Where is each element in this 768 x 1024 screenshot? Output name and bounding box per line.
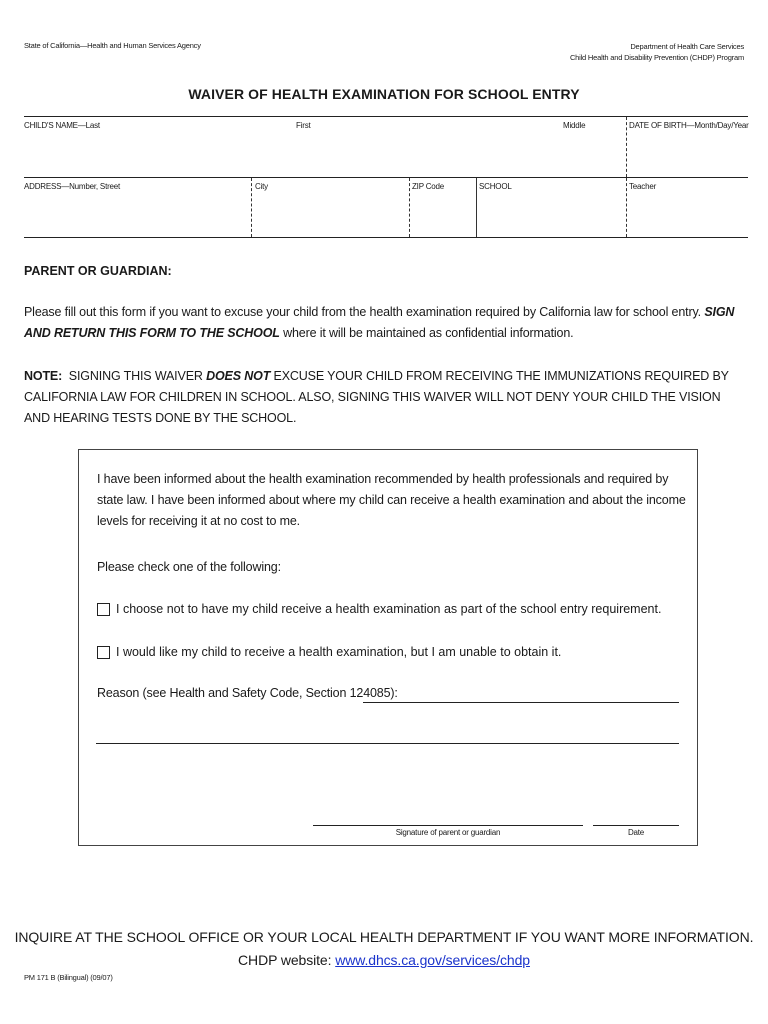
- school-label: SCHOOL: [479, 182, 512, 191]
- form-number: PM 171 B (Bilingual) (09/07): [24, 973, 113, 982]
- signature-line[interactable]: [313, 825, 583, 826]
- confidential-text: where it will be maintained as confidential information.: [279, 326, 574, 340]
- address-label: ADDRESS—Number, Street: [24, 182, 121, 191]
- note-text-a: SIGNING THIS WAIVER: [62, 369, 207, 383]
- first-name-label: First: [296, 121, 311, 130]
- does-not-emphasis: DOES NOT: [206, 369, 271, 383]
- teacher-divider: [626, 178, 627, 237]
- city-divider: [251, 178, 252, 237]
- chdp-website-link[interactable]: www.dhcs.ca.gov/services/chdp: [335, 952, 530, 968]
- date-line[interactable]: [593, 825, 679, 826]
- website-label: CHDP website:: [238, 952, 336, 968]
- school-divider: [476, 178, 477, 237]
- note-text-c: EXCUSE YOUR CHILD FROM RECEIVING THE IMMUNIZATIONS REQUIRED BY CALIFORNIA LAW FOR CHILDREN IN SCHOOL. ALSO, SIGNING THIS WAIVER WILL NOT DENY YOUR CHILD THE VISION AND HEARING TESTS DONE BY THE SCHOOL.: [24, 369, 729, 425]
- informed-statement: I have been informed about the health examination recommended by health professionals and required by state law. I have been informed about where my child can receive a health examination and about the income levels for receiving it at no cost to me.: [97, 472, 686, 528]
- zip-divider: [409, 178, 410, 237]
- form-title: WAIVER OF HEALTH EXAMINATION FOR SCHOOL ENTRY: [188, 86, 580, 102]
- zip-code-label: ZIP Code: [412, 182, 445, 191]
- childs-name-last-label: CHILD'S NAME—Last: [24, 121, 100, 130]
- city-label: City: [255, 182, 268, 191]
- option-decline-row: [97, 602, 661, 616]
- option-unable-row: [97, 645, 561, 659]
- department-name: [570, 41, 744, 63]
- department-line-1: Department of Health Care Services: [630, 42, 744, 51]
- reason-label: Reason (see Health and Safety Code, Section 124085):: [97, 686, 398, 700]
- decline-exam-checkbox[interactable]: [97, 603, 110, 616]
- instructions-paragraph: [24, 302, 748, 344]
- agency-name: State of California—Health and Human Services Agency: [24, 41, 201, 50]
- unable-to-obtain-checkbox[interactable]: [97, 646, 110, 659]
- reason-line-2[interactable]: [96, 743, 679, 744]
- teacher-label: Teacher: [629, 182, 657, 191]
- field-grid-top-rule: [24, 116, 748, 117]
- consent-box: [78, 449, 698, 846]
- instructions-text: Please fill out this form if you want to excuse your child from the health examination required by California law for school entry.: [24, 305, 705, 319]
- middle-name-label: Middle: [563, 121, 586, 130]
- sign-and-return-emphasis: SIGN AND RETURN THIS FORM TO THE SCHOOL: [24, 305, 735, 340]
- date-of-birth-label: DATE OF BIRTH—Month/Day/Year: [629, 121, 749, 130]
- website-line: [0, 952, 768, 968]
- unable-to-obtain-label: I would like my child to receive a health examination, but I am unable to obtain it.: [116, 645, 562, 659]
- dob-divider: [626, 117, 627, 177]
- signature-label: Signature of parent or guardian: [395, 828, 501, 837]
- reason-line-1[interactable]: [363, 702, 679, 703]
- date-label: Date: [627, 828, 645, 837]
- decline-exam-label: I choose not to have my child receive a health examination as part of the school entry requirement.: [116, 602, 662, 616]
- department-line-2: Child Health and Disability Prevention (CHDP) Program: [569, 53, 744, 62]
- field-grid-bottom-rule: [24, 237, 748, 238]
- note-label: NOTE:: [24, 369, 63, 383]
- check-instruction: Please check one of the following:: [97, 560, 281, 574]
- parent-guardian-heading: PARENT OR GUARDIAN:: [24, 264, 172, 278]
- field-grid-middle-rule: [24, 177, 748, 178]
- inquire-text: INQUIRE AT THE SCHOOL OFFICE OR YOUR LOCAL HEALTH DEPARTMENT IF YOU WANT MORE INFORMATION.: [14, 929, 754, 945]
- note-paragraph: [24, 366, 748, 429]
